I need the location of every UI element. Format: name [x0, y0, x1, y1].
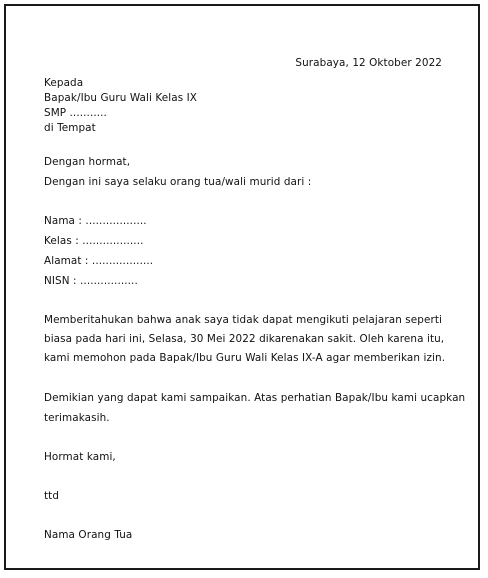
sign-off: Hormat kami, [44, 451, 116, 463]
field-nisn: NISN : ................. [44, 275, 138, 287]
letter-date: Surabaya, 12 Oktober 2022 [295, 57, 442, 69]
recipient-to-label: Kepada [44, 77, 84, 89]
body-line-3: kami memohon pada Bapak/Ibu Guru Wali Kelas IX-A agar memberikan izin. [44, 352, 446, 364]
field-alamat: Alamat : .................. [44, 255, 154, 267]
body-line-1: Memberitahukan bahwa anak saya tidak dapat mengikuti pelajaran seperti [44, 314, 443, 326]
closing-line-1: Demikian yang dapat kami sampaikan. Atas perhatian Bapak/Ibu kami ucapkan [44, 392, 466, 404]
greeting: Dengan hormat, [44, 156, 131, 168]
body-line-2: biasa pada hari ini, Selasa, 30 Mei 2022 dikarenakan sakit. Oleh karena itu, [44, 333, 445, 345]
recipient-name: Bapak/Ibu Guru Wali Kelas IX [44, 92, 198, 104]
field-kelas: Kelas : .................. [44, 235, 144, 247]
signer-name: Nama Orang Tua [44, 529, 133, 541]
intro-line: Dengan ini saya selaku orang tua/wali murid dari : [44, 176, 312, 188]
field-nama: Nama : .................. [44, 215, 147, 227]
letter-page [4, 4, 480, 570]
signature: ttd [44, 490, 60, 502]
recipient-school: SMP ........... [44, 107, 107, 119]
closing-line-2: terimakasih. [44, 412, 110, 424]
recipient-place: di Tempat [44, 122, 96, 134]
